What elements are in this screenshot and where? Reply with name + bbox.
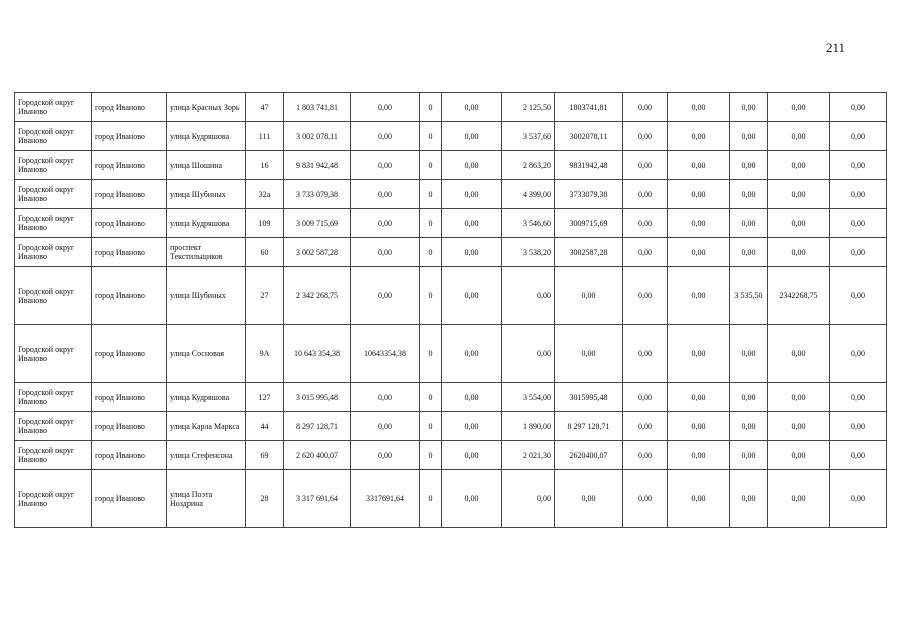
cell-col-amount-f: 0,00 xyxy=(768,238,830,267)
cell-col-count: 0 xyxy=(420,441,442,470)
cell-col-count: 0 xyxy=(420,238,442,267)
table-row xyxy=(15,93,887,122)
cell-total-cost: 3 002 587,28 xyxy=(284,238,351,267)
cell-total-cost: 3 317 691,64 xyxy=(284,470,351,528)
cell-col-amount-e: 0,00 xyxy=(668,209,730,238)
registry-table xyxy=(14,92,887,528)
cell-col-amount-g: 0,00 xyxy=(830,441,887,470)
cell-street: улица Стефенсона xyxy=(167,441,246,470)
cell-col-amount-a: 0,00 xyxy=(351,238,420,267)
cell-house-number: 44 xyxy=(246,412,284,441)
cell-col-amount-b: 0,00 xyxy=(442,470,502,528)
cell-col-amount-f: 2342268,75 xyxy=(768,267,830,325)
cell-col-amount-f: 0,00 xyxy=(768,209,830,238)
cell-street: улица Кудряшова xyxy=(167,209,246,238)
table-row xyxy=(15,209,887,238)
cell-col-count: 0 xyxy=(420,93,442,122)
cell-col-amount-e: 0,00 xyxy=(668,93,730,122)
cell-col-count: 0 xyxy=(420,383,442,412)
cell-col-amount-e: 0,00 xyxy=(668,122,730,151)
cell-house-number: 111 xyxy=(246,122,284,151)
cell-col-amount-e: 0,00 xyxy=(668,470,730,528)
cell-locality: город Иваново xyxy=(92,441,167,470)
cell-col-amount-e: 0,00 xyxy=(668,238,730,267)
cell-municipality: Городской округ Иваново xyxy=(15,441,92,470)
cell-col-amount-c: 3733079,38 xyxy=(555,180,623,209)
cell-col-area-2: 0,00 xyxy=(730,470,768,528)
cell-col-area: 3 546,60 xyxy=(502,209,555,238)
cell-col-amount-a: 0,00 xyxy=(351,93,420,122)
cell-col-amount-f: 0,00 xyxy=(768,470,830,528)
cell-locality: город Иваново xyxy=(92,470,167,528)
cell-col-area: 3 554,00 xyxy=(502,383,555,412)
cell-col-amount-g: 0,00 xyxy=(830,267,887,325)
cell-municipality: Городской округ Иваново xyxy=(15,383,92,412)
cell-municipality: Городской округ Иваново xyxy=(15,412,92,441)
cell-col-amount-d: 0,00 xyxy=(623,470,668,528)
cell-col-amount-c: 2620400,07 xyxy=(555,441,623,470)
cell-house-number: 32а xyxy=(246,180,284,209)
cell-col-amount-d: 0,00 xyxy=(623,267,668,325)
table-row xyxy=(15,238,887,267)
cell-col-area-2: 0,00 xyxy=(730,441,768,470)
cell-col-amount-e: 0,00 xyxy=(668,325,730,383)
cell-col-area: 2 021,30 xyxy=(502,441,555,470)
cell-municipality: Городской округ Иваново xyxy=(15,209,92,238)
cell-col-area-2: 0,00 xyxy=(730,238,768,267)
cell-col-amount-d: 0,00 xyxy=(623,180,668,209)
table-body xyxy=(15,93,887,528)
cell-col-amount-f: 0,00 xyxy=(768,122,830,151)
cell-total-cost: 2 620 400,07 xyxy=(284,441,351,470)
cell-house-number: 16 xyxy=(246,151,284,180)
cell-municipality: Городской округ Иваново xyxy=(15,180,92,209)
cell-total-cost: 9 831 942,48 xyxy=(284,151,351,180)
cell-municipality: Городской округ Иваново xyxy=(15,122,92,151)
cell-house-number: 109 xyxy=(246,209,284,238)
cell-col-area-2: 0,00 xyxy=(730,122,768,151)
cell-col-amount-g: 0,00 xyxy=(830,180,887,209)
cell-municipality: Городской округ Иваново xyxy=(15,325,92,383)
cell-col-area-2: 0,00 xyxy=(730,180,768,209)
cell-total-cost: 1 803 741,81 xyxy=(284,93,351,122)
cell-locality: город Иваново xyxy=(92,93,167,122)
cell-municipality: Городской округ Иваново xyxy=(15,238,92,267)
cell-col-amount-c: 0,00 xyxy=(555,267,623,325)
cell-house-number: 9А xyxy=(246,325,284,383)
cell-col-amount-a: 0,00 xyxy=(351,180,420,209)
cell-col-amount-a: 0,00 xyxy=(351,209,420,238)
cell-col-amount-b: 0,00 xyxy=(442,151,502,180)
cell-col-area: 3 537,60 xyxy=(502,122,555,151)
cell-col-amount-c: 3002078,11 xyxy=(555,122,623,151)
cell-col-area: 0,00 xyxy=(502,267,555,325)
cell-col-area-2: 3 535,50 xyxy=(730,267,768,325)
cell-municipality: Городской округ Иваново xyxy=(15,151,92,180)
page-number: 211 xyxy=(826,40,846,55)
cell-col-area-2: 0,00 xyxy=(730,151,768,180)
cell-col-amount-a: 3317691,64 xyxy=(351,470,420,528)
cell-col-amount-e: 0,00 xyxy=(668,267,730,325)
cell-house-number: 27 xyxy=(246,267,284,325)
cell-col-amount-c: 3015995,48 xyxy=(555,383,623,412)
cell-col-amount-d: 0,00 xyxy=(623,412,668,441)
cell-street: улица Сосновая xyxy=(167,325,246,383)
cell-house-number: 127 xyxy=(246,383,284,412)
cell-col-amount-a: 0,00 xyxy=(351,151,420,180)
cell-street: улица Карла Маркса xyxy=(167,412,246,441)
cell-col-count: 0 xyxy=(420,151,442,180)
cell-col-amount-g: 0,00 xyxy=(830,238,887,267)
cell-col-amount-c: 0,00 xyxy=(555,325,623,383)
cell-col-amount-a: 0,00 xyxy=(351,267,420,325)
cell-locality: город Иваново xyxy=(92,325,167,383)
cell-col-amount-b: 0,00 xyxy=(442,325,502,383)
table-row xyxy=(15,325,887,383)
cell-col-amount-e: 0,00 xyxy=(668,151,730,180)
cell-col-amount-c: 0,00 xyxy=(555,470,623,528)
cell-col-area: 4 399,00 xyxy=(502,180,555,209)
cell-col-area-2: 0,00 xyxy=(730,412,768,441)
cell-col-area-2: 0,00 xyxy=(730,93,768,122)
cell-col-amount-c: 1803741,81 xyxy=(555,93,623,122)
cell-col-amount-b: 0,00 xyxy=(442,267,502,325)
cell-col-amount-f: 0,00 xyxy=(768,180,830,209)
cell-col-amount-c: 9831942,48 xyxy=(555,151,623,180)
cell-col-amount-c: 3002587,28 xyxy=(555,238,623,267)
cell-col-amount-f: 0,00 xyxy=(768,325,830,383)
cell-col-amount-g: 0,00 xyxy=(830,93,887,122)
table-row xyxy=(15,412,887,441)
cell-col-count: 0 xyxy=(420,180,442,209)
cell-col-amount-c: 3009715,69 xyxy=(555,209,623,238)
cell-col-amount-d: 0,00 xyxy=(623,325,668,383)
cell-total-cost: 3 002 078,11 xyxy=(284,122,351,151)
cell-col-area-2: 0,00 xyxy=(730,383,768,412)
cell-total-cost: 3 733 079,38 xyxy=(284,180,351,209)
cell-col-amount-b: 0,00 xyxy=(442,238,502,267)
cell-street: улица Шошина xyxy=(167,151,246,180)
cell-col-amount-f: 0,00 xyxy=(768,441,830,470)
cell-col-amount-g: 0,00 xyxy=(830,209,887,238)
cell-col-amount-c: 8 297 128,71 xyxy=(555,412,623,441)
cell-house-number: 60 xyxy=(246,238,284,267)
cell-total-cost: 10 643 354,38 xyxy=(284,325,351,383)
cell-street: улица Шубиных xyxy=(167,267,246,325)
table-row xyxy=(15,151,887,180)
table-row xyxy=(15,383,887,412)
cell-total-cost: 2 342 268,75 xyxy=(284,267,351,325)
cell-col-amount-a: 0,00 xyxy=(351,122,420,151)
table-row xyxy=(15,180,887,209)
cell-col-area: 0,00 xyxy=(502,325,555,383)
cell-house-number: 69 xyxy=(246,441,284,470)
cell-col-amount-b: 0,00 xyxy=(442,383,502,412)
cell-locality: город Иваново xyxy=(92,180,167,209)
cell-municipality: Городской округ Иваново xyxy=(15,470,92,528)
cell-house-number: 28 xyxy=(246,470,284,528)
cell-col-amount-g: 0,00 xyxy=(830,383,887,412)
cell-col-area: 2 125,50 xyxy=(502,93,555,122)
cell-municipality: Городской округ Иваново xyxy=(15,267,92,325)
cell-col-area: 2 863,20 xyxy=(502,151,555,180)
cell-col-amount-d: 0,00 xyxy=(623,93,668,122)
cell-col-amount-g: 0,00 xyxy=(830,151,887,180)
cell-total-cost: 8 297 128,71 xyxy=(284,412,351,441)
cell-col-area-2: 0,00 xyxy=(730,209,768,238)
cell-col-amount-b: 0,00 xyxy=(442,122,502,151)
cell-street: улица Поэта Ноздрина xyxy=(167,470,246,528)
cell-locality: город Иваново xyxy=(92,267,167,325)
cell-total-cost: 3 009 715,69 xyxy=(284,209,351,238)
cell-col-amount-b: 0,00 xyxy=(442,441,502,470)
cell-col-amount-e: 0,00 xyxy=(668,441,730,470)
table-row xyxy=(15,122,887,151)
table-row xyxy=(15,441,887,470)
cell-col-area-2: 0,00 xyxy=(730,325,768,383)
table-row xyxy=(15,267,887,325)
cell-col-amount-f: 0,00 xyxy=(768,93,830,122)
cell-street: улица Кудряшова xyxy=(167,383,246,412)
cell-col-amount-d: 0,00 xyxy=(623,122,668,151)
cell-house-number: 47 xyxy=(246,93,284,122)
cell-street: улица Красных Зорь xyxy=(167,93,246,122)
cell-col-area: 0,00 xyxy=(502,470,555,528)
cell-total-cost: 3 015 995,48 xyxy=(284,383,351,412)
cell-col-amount-b: 0,00 xyxy=(442,412,502,441)
cell-locality: город Иваново xyxy=(92,412,167,441)
cell-col-amount-d: 0,00 xyxy=(623,383,668,412)
cell-col-amount-b: 0,00 xyxy=(442,209,502,238)
cell-col-amount-d: 0,00 xyxy=(623,151,668,180)
cell-col-amount-a: 0,00 xyxy=(351,383,420,412)
cell-col-amount-b: 0,00 xyxy=(442,180,502,209)
cell-col-amount-e: 0,00 xyxy=(668,412,730,441)
cell-locality: город Иваново xyxy=(92,238,167,267)
cell-col-amount-b: 0,00 xyxy=(442,93,502,122)
cell-municipality: Городской округ Иваново xyxy=(15,93,92,122)
cell-locality: город Иваново xyxy=(92,383,167,412)
cell-col-count: 0 xyxy=(420,325,442,383)
cell-col-amount-d: 0,00 xyxy=(623,441,668,470)
cell-col-amount-a: 0,00 xyxy=(351,412,420,441)
cell-col-count: 0 xyxy=(420,470,442,528)
cell-col-count: 0 xyxy=(420,209,442,238)
cell-col-amount-f: 0,00 xyxy=(768,151,830,180)
cell-col-amount-g: 0,00 xyxy=(830,122,887,151)
cell-col-amount-a: 0,00 xyxy=(351,441,420,470)
cell-col-amount-f: 0,00 xyxy=(768,383,830,412)
cell-col-amount-d: 0,00 xyxy=(623,209,668,238)
cell-street: проспект Текстильщиков xyxy=(167,238,246,267)
cell-col-amount-e: 0,00 xyxy=(668,180,730,209)
cell-col-area: 1 890,00 xyxy=(502,412,555,441)
cell-locality: город Иваново xyxy=(92,151,167,180)
cell-col-amount-e: 0,00 xyxy=(668,383,730,412)
cell-col-amount-f: 0,00 xyxy=(768,412,830,441)
cell-col-count: 0 xyxy=(420,412,442,441)
cell-col-count: 0 xyxy=(420,267,442,325)
cell-locality: город Иваново xyxy=(92,209,167,238)
cell-col-amount-a: 10643354,38 xyxy=(351,325,420,383)
cell-col-amount-g: 0,00 xyxy=(830,470,887,528)
cell-col-area: 3 538,20 xyxy=(502,238,555,267)
cell-street: улица Кудряшова xyxy=(167,122,246,151)
cell-street: улица Шубиных xyxy=(167,180,246,209)
cell-col-amount-g: 0,00 xyxy=(830,325,887,383)
table-row xyxy=(15,470,887,528)
cell-locality: город Иваново xyxy=(92,122,167,151)
cell-col-amount-d: 0,00 xyxy=(623,238,668,267)
cell-col-amount-g: 0,00 xyxy=(830,412,887,441)
cell-col-count: 0 xyxy=(420,122,442,151)
